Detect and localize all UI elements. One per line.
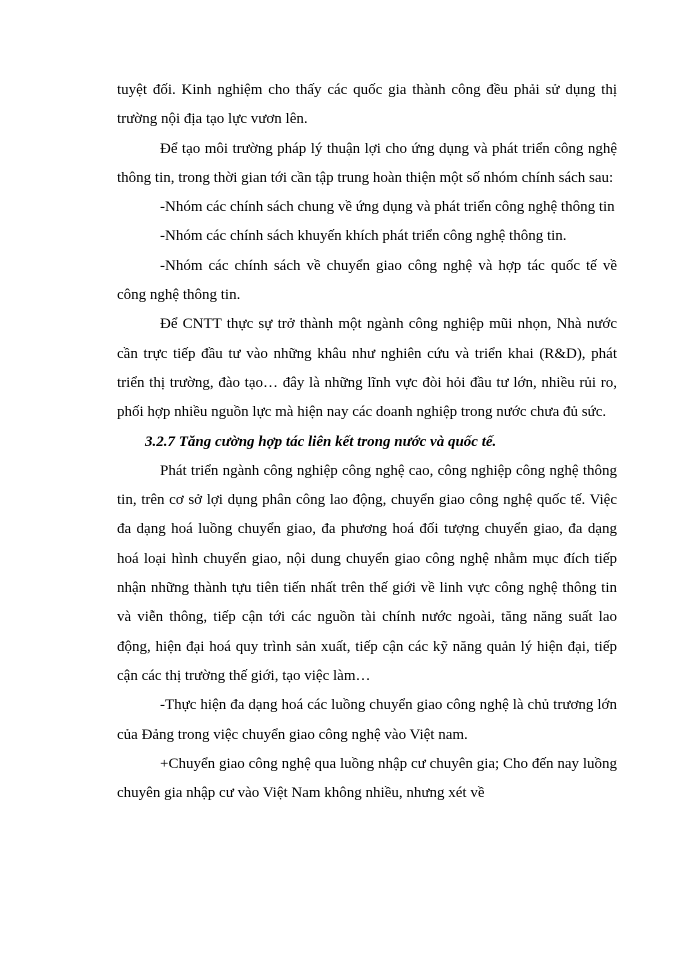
paragraph-legal-environment: Để tạo môi trường pháp lý thuận lợi cho ứng dụng và phát triển công nghệ thông tin, trong thời gian tới cần tập trung hoàn thiện một số nhóm chính sách sau: [117, 140, 617, 186]
section-heading: 3.2.7 Tăng cường hợp tác liên kết trong nước và quốc tế. [145, 433, 497, 450]
paragraph-expert-immigration: +Chuyển giao công nghệ qua luồng nhập cư chuyên gia; Cho đến nay luồng chuyên gia nhập cư vào Việt Nam không nhiều, nhưng xét về [117, 755, 617, 802]
policy-list-item-incentive: -Nhóm các chính sách khuyến khích phát triển công nghệ thông tin. [160, 228, 567, 245]
paragraph-continuation: tuyệt đối. Kinh nghiệm cho thấy các quốc gia thành công đều phải sử dụng thị trường nội địa tạo lực vươn lên. [117, 82, 617, 128]
document-body [117, 76, 617, 808]
paragraph-diversify-transfer: -Thực hiện đa dạng hoá các luồng chuyển giao công nghệ là chủ trương lớn của Đảng trong việc chuyển giao công nghệ vào Việt nam. [117, 697, 617, 743]
policy-list-item-general: -Nhóm các chính sách chung về ứng dụng và phát triển công nghệ thông tin [160, 199, 615, 216]
policy-list-item-transfer: -Nhóm các chính sách về chuyển giao công nghệ và hợp tác quốc tế về công nghệ thông tin. [117, 257, 617, 304]
paragraph-cntt-investment: Để CNTT thực sự trở thành một ngành công nghiệp mũi nhọn, Nhà nước cần trực tiếp đầu tư vào những khâu như nghiên cứu và triển khai (R&D), phát triển thị trường, đào tạo… đây là những lĩnh vực đòi hỏi đầu tư lớn, nhiều rủi ro, phối hợp nhiều nguồn lực mà hiện nay các doanh nghiệp trong nước chưa đủ sức. [117, 316, 617, 421]
paragraph-high-tech-development: Phát triển ngành công nghiệp công nghệ cao, công nghiệp công nghệ thông tin, trên cơ sở lợi dụng phân công lao động, chuyển giao công nghệ quốc tế. Việc đa dạng hoá luồng chuyển giao, đa phương hoá đối tượng chuyển giao, đa dạng hoá loại hình chuyển giao, nội dung chuyển giao công nghệ nhằm mục đích tiếp nhận những thành tựu tiên tiến nhất trên thế giới về linh vực công nghệ thông tin và viễn thông, tiếp cận tới các nguồn tài chính nước ngoài, tăng năng suất lao động, hiện đại hoá quy trình sản xuất, tiếp cận các kỹ năng quản lý hiện đại, tiếp cận các thị trường thế giới, tạo việc làm… [117, 462, 617, 684]
